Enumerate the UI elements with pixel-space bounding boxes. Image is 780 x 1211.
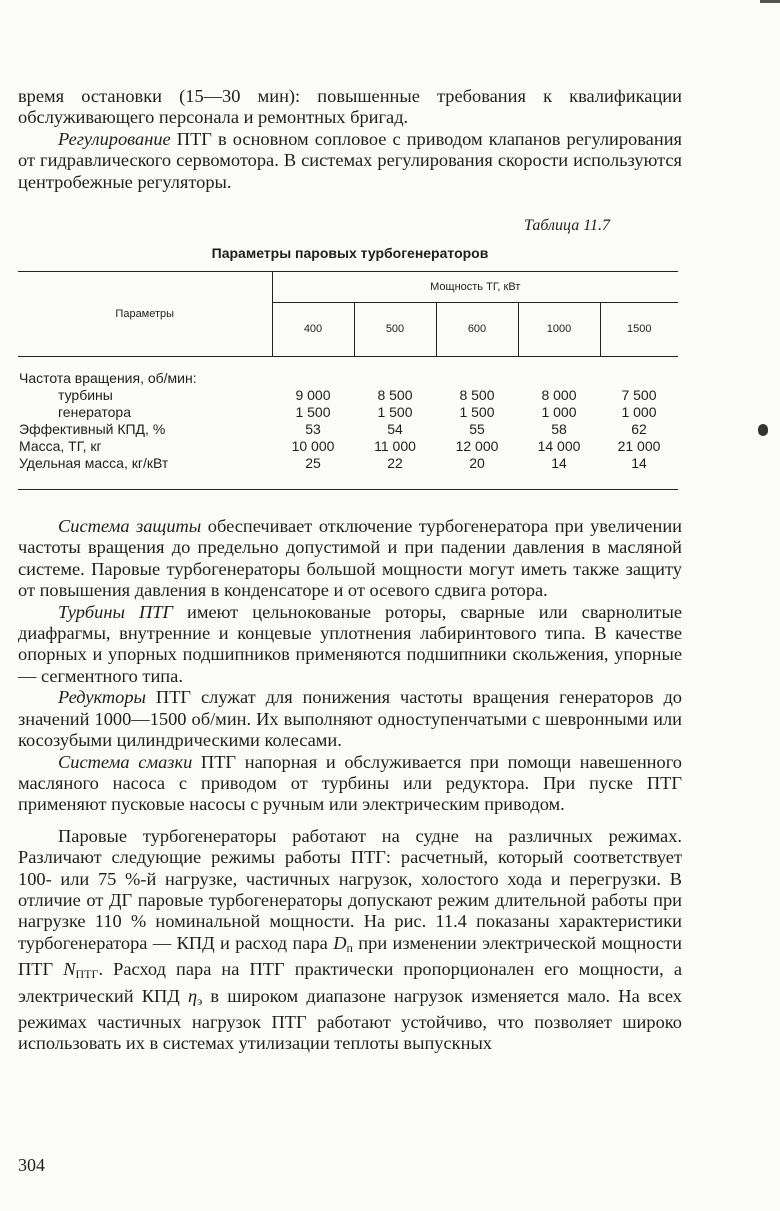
table-cell: 7 500 (621, 387, 657, 404)
param-header: Параметры (18, 272, 272, 357)
table-cell: 11 000 (374, 438, 416, 455)
parameters-table (18, 271, 678, 490)
table-cell: 22 (354, 455, 436, 490)
table-row (18, 404, 678, 421)
column-header: 500 (354, 303, 436, 357)
table-cell: 1 500 (295, 404, 331, 421)
table-cell: 1 000 (541, 404, 577, 421)
row-label: турбины (58, 387, 113, 404)
table-row (18, 421, 678, 438)
term-turbines: Турбины ПТГ (58, 601, 173, 622)
table-cell: 20 (436, 455, 518, 490)
table-cell: 53 (305, 421, 321, 438)
table-cell: 58 (551, 421, 567, 438)
column-header: 1000 (518, 303, 600, 357)
column-header: 400 (272, 303, 354, 357)
page-number: 304 (18, 1155, 45, 1175)
table-cell: 9 000 (295, 387, 331, 404)
row-label: Удельная масса, кг/кВт (18, 455, 272, 490)
scan-mark (758, 424, 768, 436)
table-cell: 21 000 (617, 438, 661, 455)
column-header: 1500 (600, 303, 678, 357)
paragraph-regulation: Регулирование ПТГ в основном сопловое с приводом клапанов регулирования от гидравлического сервомотора. В системах регулирования скорости используются центробежные регуляторы. (18, 128, 682, 192)
table-cell: 8 500 (459, 387, 495, 404)
table-row (18, 387, 678, 404)
table-cell: 14 (518, 455, 600, 490)
power-group-header: Мощность ТГ, кВт (272, 272, 678, 303)
table-cell: 1 500 (459, 404, 495, 421)
row-label: Эффективный КПД, % (19, 421, 166, 438)
table-cell: 10 000 (291, 438, 335, 455)
table-row (18, 438, 678, 455)
page-content (18, 86, 682, 1055)
paragraph-lubrication: Система смазки ПТГ напорная и обслуживается при помощи навешенного масляного насоса с приводом от турбины или редуктора. При пуске ПТГ применяют пусковые насосы с ручным или электрическим приводом. (18, 751, 682, 815)
table-cell: 12 000 (455, 438, 499, 455)
column-header: 600 (436, 303, 518, 357)
row-label: Масса, ТГ, кг (19, 438, 102, 455)
table-cell: 14 (600, 455, 678, 490)
table-cell: 8 500 (377, 387, 413, 404)
term-reducers: Редукторы (58, 687, 146, 708)
table-cell: 14 000 (537, 438, 581, 455)
term-protection: Система защиты (58, 516, 202, 537)
paragraph-reducers: Редукторы ПТГ служат для понижения частоты вращения генераторов до значений 1000—1500 об/мин. Их выполняют одноступенчатыми с шевронными или косозубыми цилиндрическими колесами. (18, 687, 682, 751)
row-label: Частота вращения, об/мин: (19, 370, 197, 387)
scan-mark (760, 0, 780, 3)
table-cell: 62 (631, 421, 647, 438)
table-title: Параметры паровых турбогенераторов (211, 245, 489, 262)
table-cell: 1 500 (377, 404, 413, 421)
term-regulation: Регулирование (58, 128, 171, 149)
table-cell: 54 (387, 421, 403, 438)
table-row (18, 455, 678, 490)
paragraph-turbines: Турбины ПТГ имеют цельнокованые роторы, сварные или сварнолитые диафрагмы, внутренние и концевые уплотнения лабиринтового типа. В качестве опорных и упорных подшипников применяются подшипники скольжения, упорные — сегментного типа. (18, 601, 682, 686)
table-cell: 55 (469, 421, 485, 438)
table-cell: 1 000 (621, 404, 657, 421)
paragraph-protection: Система защиты обеспечивает отключение турбогенератора при увеличении частоты вращения до предельно допустимой и при падении давления в масляной системе. Паровые турбогенераторы большой мощности могут иметь также защиту от повышения давления в конденсаторе и от осевого сдвига ротора. (18, 516, 682, 601)
paragraph-modes: Паровые турбогенераторы работают на судне на различных режимах. Различают следующие режимы работы ПТГ: расчетный, который соответствует 100- или 75 %-й нагрузке, частичных нагрузок, холостого хода и перегрузки. В отличие от ДГ паровые турбогенераторы допускают режим длительной работы при нагрузке 110 % номинальной мощности. На рис. 11.4 показаны характеристики турбогенератора — КПД и расход пара Dп при изменении электрической мощности ПТГ NПТГ. Расход пара на ПТГ практически пропорционален его мощности, а электрический КПД ηэ в широком диапазоне нагрузок изменяется мало. На всех режимах частичных нагрузок ПТГ работают устойчиво, что позволяет широко использовать их в системах утилизации теплоты выпускных (18, 825, 682, 1054)
paragraph-intro-continued: время остановки (15—30 мин): повышенные требования к квалификации обслуживающего персонала и ремонтных бригад. (18, 86, 682, 128)
table-cell: 25 (272, 455, 354, 490)
row-label: генератора (58, 404, 131, 421)
table-cell: 8 000 (541, 387, 577, 404)
table-row (18, 357, 678, 388)
term-lubrication: Система смазки (58, 751, 193, 772)
table-number: Таблица 11.7 (524, 217, 610, 235)
